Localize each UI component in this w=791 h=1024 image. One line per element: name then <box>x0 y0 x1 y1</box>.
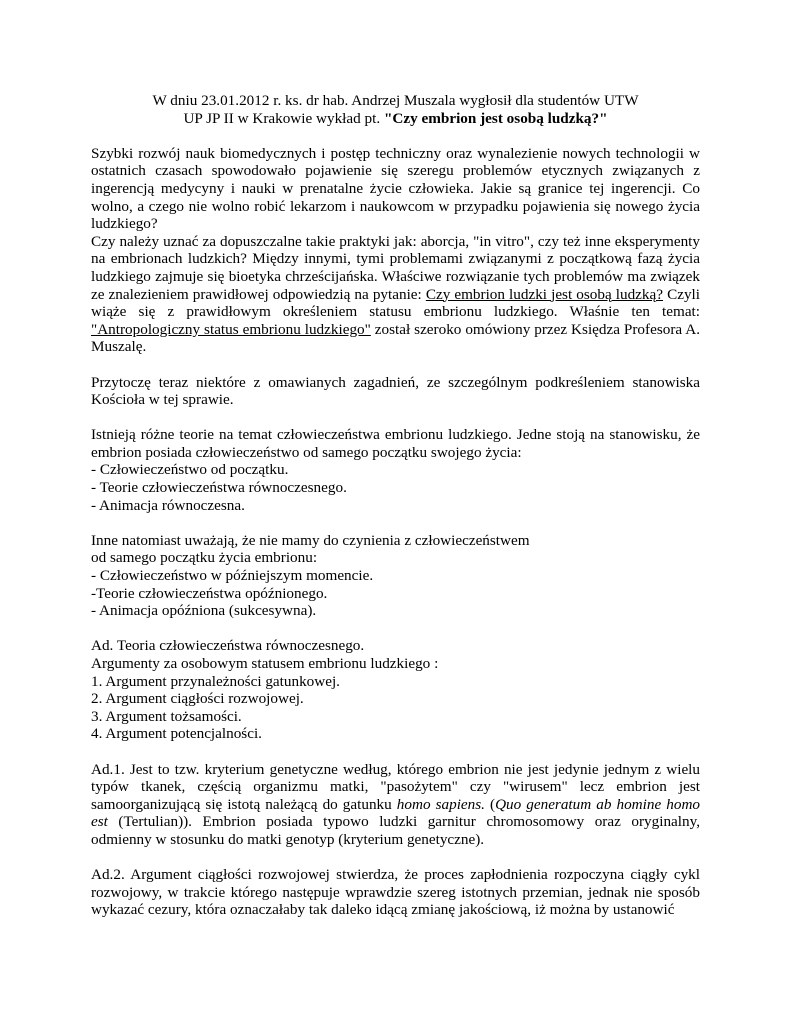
intro-p2-text-b: Czyli wiąże się z prawidłowym określeniem statusu embrionu ludzkiego. Właśnie ten temat: <box>91 285 700 321</box>
paragraph-5-line-1: Inne natomiast uważają, że nie mamy do czynienia z człowieczeństwem <box>91 531 530 549</box>
argument-item: 2. Argument ciągłości rozwojowej. <box>91 690 304 708</box>
ad1-paragraph <box>91 761 700 849</box>
ad1-italic-species: homo sapiens. <box>396 795 485 813</box>
document-body <box>91 92 700 919</box>
paragraph-5-line-2: od samego początku życia embrionu: <box>91 549 318 567</box>
intro-paragraph-2 <box>91 233 700 356</box>
intro-p2-text-a: Czy należy uznać za dopuszczalne takie praktyki jak: aborcja, "in vitro", czy też inne eksperymenty na embrionach ludzkich? Między innymi, tymi problemami związanymi z początkową fazą życia ludzkiego zajmuje się bioetyka chrześcijańska. Właściwe rozwiązanie tych problemów ma związek ze znalezieniem prawidłowej odpowiedzią na pytanie: <box>91 232 700 303</box>
underlined-topic: "Antropologiczny status embrionu ludzkiego" <box>91 320 371 338</box>
title-line-1: W dniu 23.01.2012 r. ks. dr hab. Andrzej Muszala wygłosił dla studentów UTW <box>152 92 639 109</box>
paragraph-3: Przytoczę teraz niektóre z omawianych zagadnień, ze szczególnym podkreśleniem stanowiska Kościoła w tej sprawie. <box>91 373 700 409</box>
lecture-title: "Czy embrion jest osobą ludzką?" <box>383 109 608 127</box>
ad1-italic-quote: Quo generatum ab homine homo est <box>91 795 701 831</box>
underlined-question: Czy embrion ludzki jest osobą ludzką? <box>425 285 664 303</box>
list1-item: - Człowieczeństwo od początku. <box>91 461 289 479</box>
argument-item: 1. Argument przynależności gatunkowej. <box>91 672 340 690</box>
arguments-heading: Argumenty za osobowym statusem embrionu ludzkiego : <box>91 655 439 672</box>
list1-item: - Animacja równoczesna. <box>91 496 245 514</box>
title-line-2 <box>91 110 700 128</box>
ad1-text-b: ( <box>484 795 496 813</box>
title-prefix: UP JP II w Krakowie wykład pt. <box>183 109 384 127</box>
list2-item: -Teorie człowieczeństwa opóźnionego. <box>91 584 328 602</box>
ad1-text-c: (Tertulian)). Embrion posiada typowo ludzki garnitur chromosomowy oraz oryginalny, odmienny w stosunku do matki genotyp (kryterium genetyczne). <box>91 813 700 848</box>
intro-p2-text-c: został szeroko omówiony przez Księdza Profesora A. Muszalę. <box>91 320 700 356</box>
list2-item: - Animacja opóźniona (sukcesywna). <box>91 602 317 620</box>
list1-item: - Teorie człowieczeństwa równoczesnego. <box>91 479 347 497</box>
argument-item: 3. Argument tożsamości. <box>91 707 242 725</box>
ad2-paragraph: Ad.2. Argument ciągłości rozwojowej stwierdza, że proces zapłodnienia rozpoczyna ciągły cykl rozwojowy, w trakcie którego następuje wprawdzie szereg istotnych przemian, jednak nie sposób wykazać cezury, która oznaczałaby tak daleko idącą zmianę jakościową, iż można by ustanowić <box>91 866 700 919</box>
ad-heading: Ad. Teoria człowieczeństwa równoczesnego. <box>91 637 365 655</box>
ad1-text-a: Ad.1. Jest to tzw. kryterium genetyczne według, którego embrion nie jest jedynie jednym z wielu typów tkanek, częścią organizmu matki, "pasożytem" czy "wirusem" lecz embrion jest samoorganizującą się istotą należącą do gatunku <box>91 760 700 813</box>
intro-paragraph-1: Szybki rozwój nauk biomedycznych i postęp techniczny oraz wynalezienie nowych technologii w ostatnich czasach spowodowało pojawienie się szeregu problemów etycznych związanych z ingerencją medycyny i nauki w prenatalne życie człowieka. Jakie są granice tej ingerencji. Co wolno, a czego nie wolno robić lekarzom i naukowcom w przypadku pojawienia się nowego życia ludzkiego? <box>91 144 700 233</box>
list2-item: - Człowieczeństwo w późniejszym momencie. <box>91 567 374 585</box>
argument-item: 4. Argument potencjalności. <box>91 725 262 743</box>
paragraph-4: Istnieją różne teorie na temat człowieczeństwa embrionu ludzkiego. Jedne stoją na stanowisku, że embrion posiada człowieczeństwo od samego początku swojego życia: <box>91 426 700 461</box>
